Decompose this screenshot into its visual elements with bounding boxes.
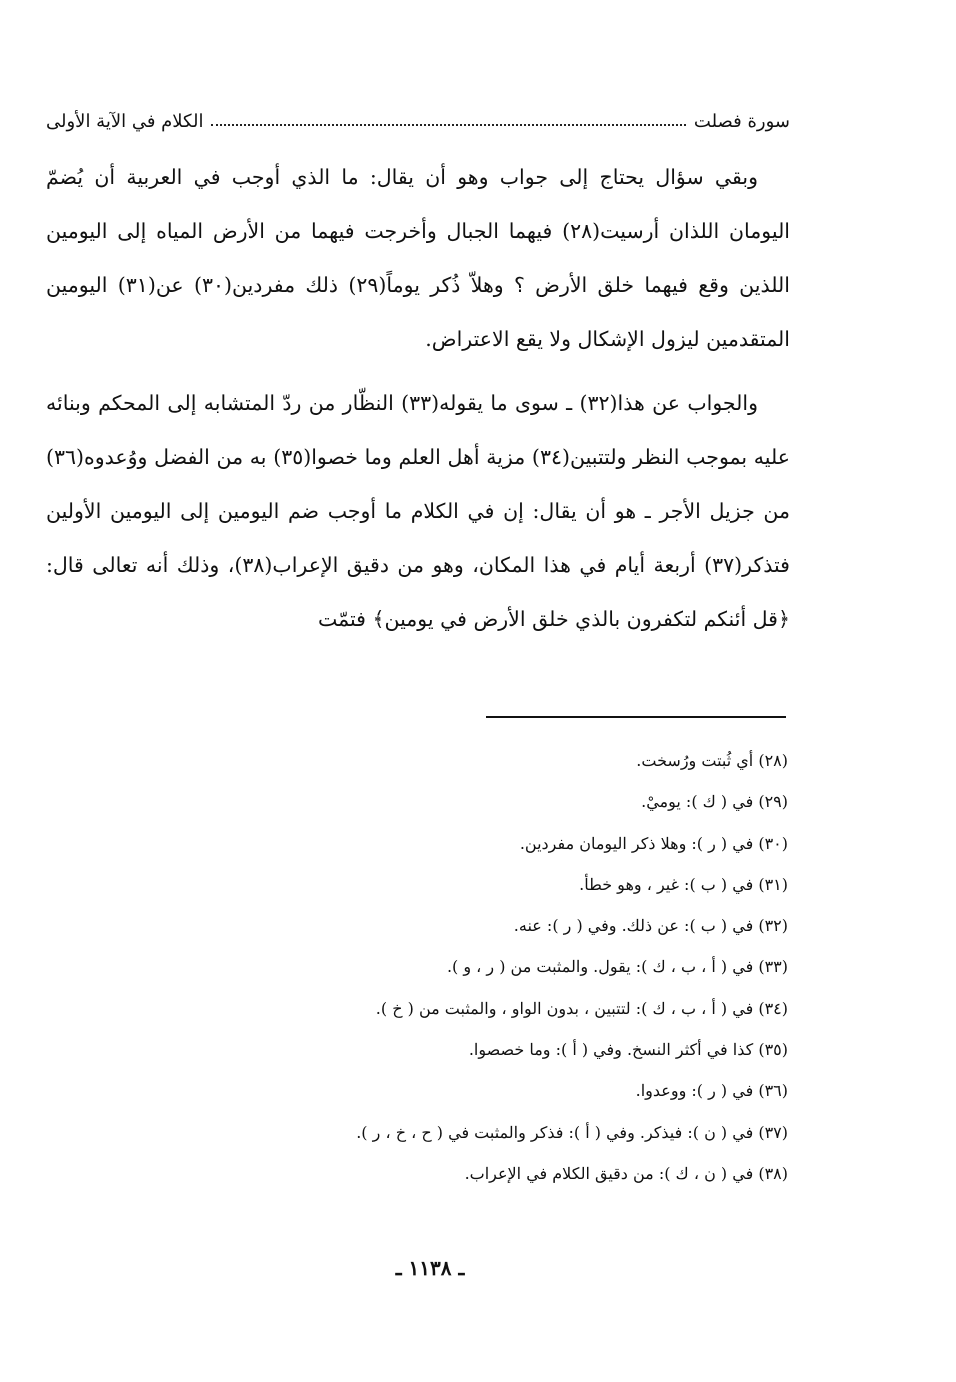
paragraph-1: وبقي سؤال يحتاج إلى جواب وهو أن يقال: ما الذي أوجب في العربية أن يُضمّ اليومان اللذان أرسيت(٢٨) فيهما الجبال وأخرجت فيهما من الأرض المياه إلى اليومين اللذين وقع فيهما خلق الأرض ؟ وهلاّ ذُكر يوماً(٢٩) ذلك مفردين(٣٠) عن(٣١) اليومين المتقدمين ليزول الإشكال ولا يقع الاعتراض. <box>46 165 791 351</box>
footnote-35: (٣٥) كذا في أكثر النسخ. وفي ( أ ): وما خصصوا. <box>468 1040 788 1060</box>
footnote-31: (٣١) في ( ب ): غير ، وهو خطأ. <box>579 874 788 894</box>
footnote-28: (٢٨) أي ثُبتت ورُسخت. <box>636 751 788 770</box>
footnotes <box>200 740 788 1194</box>
header-topic-title: الكلام في الآية الأولى <box>46 111 204 132</box>
footnote-36: (٣٦) في ( ر ): ووعدوا. <box>635 1081 788 1101</box>
footnote-38: (٣٨) في ( ن ، ك ): من دقيق الكلام في الإعراب. <box>464 1163 788 1183</box>
footnote-32: (٣٢) في ( ب ): عن ذلك. وفي ( ر ): عنه. <box>513 916 788 936</box>
footnote-separator <box>486 716 786 718</box>
page-number: ـ ١١٣٨ ـ <box>395 1256 465 1280</box>
running-header <box>46 96 790 133</box>
footnote-29: (٢٩) في ( ك ): يوميْ. <box>641 792 788 812</box>
header-dot-leader <box>211 124 685 126</box>
footnote-37: (٣٧) في ( ن ): فيذكر. وفي ( أ ): فذكر والمثبت في ( ح ، خ ، ر ). <box>356 1122 788 1142</box>
footnote-30: (٣٠) في ( ر ): وهلا ذكر اليومان مفردين. <box>519 833 788 853</box>
header-sura-title: سورة فصلت <box>693 111 790 132</box>
main-text <box>46 150 790 646</box>
footnote-33: (٣٣) في ( أ ، ب ، ك ): يقول. والمثبت من ( ر ، و ). <box>446 957 788 977</box>
footnote-34: (٣٤) في ( أ ، ب ، ك ): لتتبين ، بدون الواو ، والمثبت من ( خ ). <box>375 998 788 1018</box>
paragraph-2: والجواب عن هذا(٣٢) ـ سوى ما يقوله(٣٣) النظّار من ردّ المتشابه إلى المحكم وبنائه عليه بموجب النظر ولتتبين(٣٤) مزية أهل العلم وما خصوا(٣٥) به من الفضل ووُعدوه(٣٦) من جزيل الأجر ـ هو أن يقال: إن في الكلام ما أوجب ضم اليومين إلى اليومين الأولين فتذكر(٣٧) أربعة أيام في هذا المكان، وهو من دقيق الإعراب(٣٨)، وذلك أنه تعالى قال: ﴿قل أئنكم لتكفرون بالذي خلق الأرض في يومين﴾ فتمّت <box>46 391 790 631</box>
